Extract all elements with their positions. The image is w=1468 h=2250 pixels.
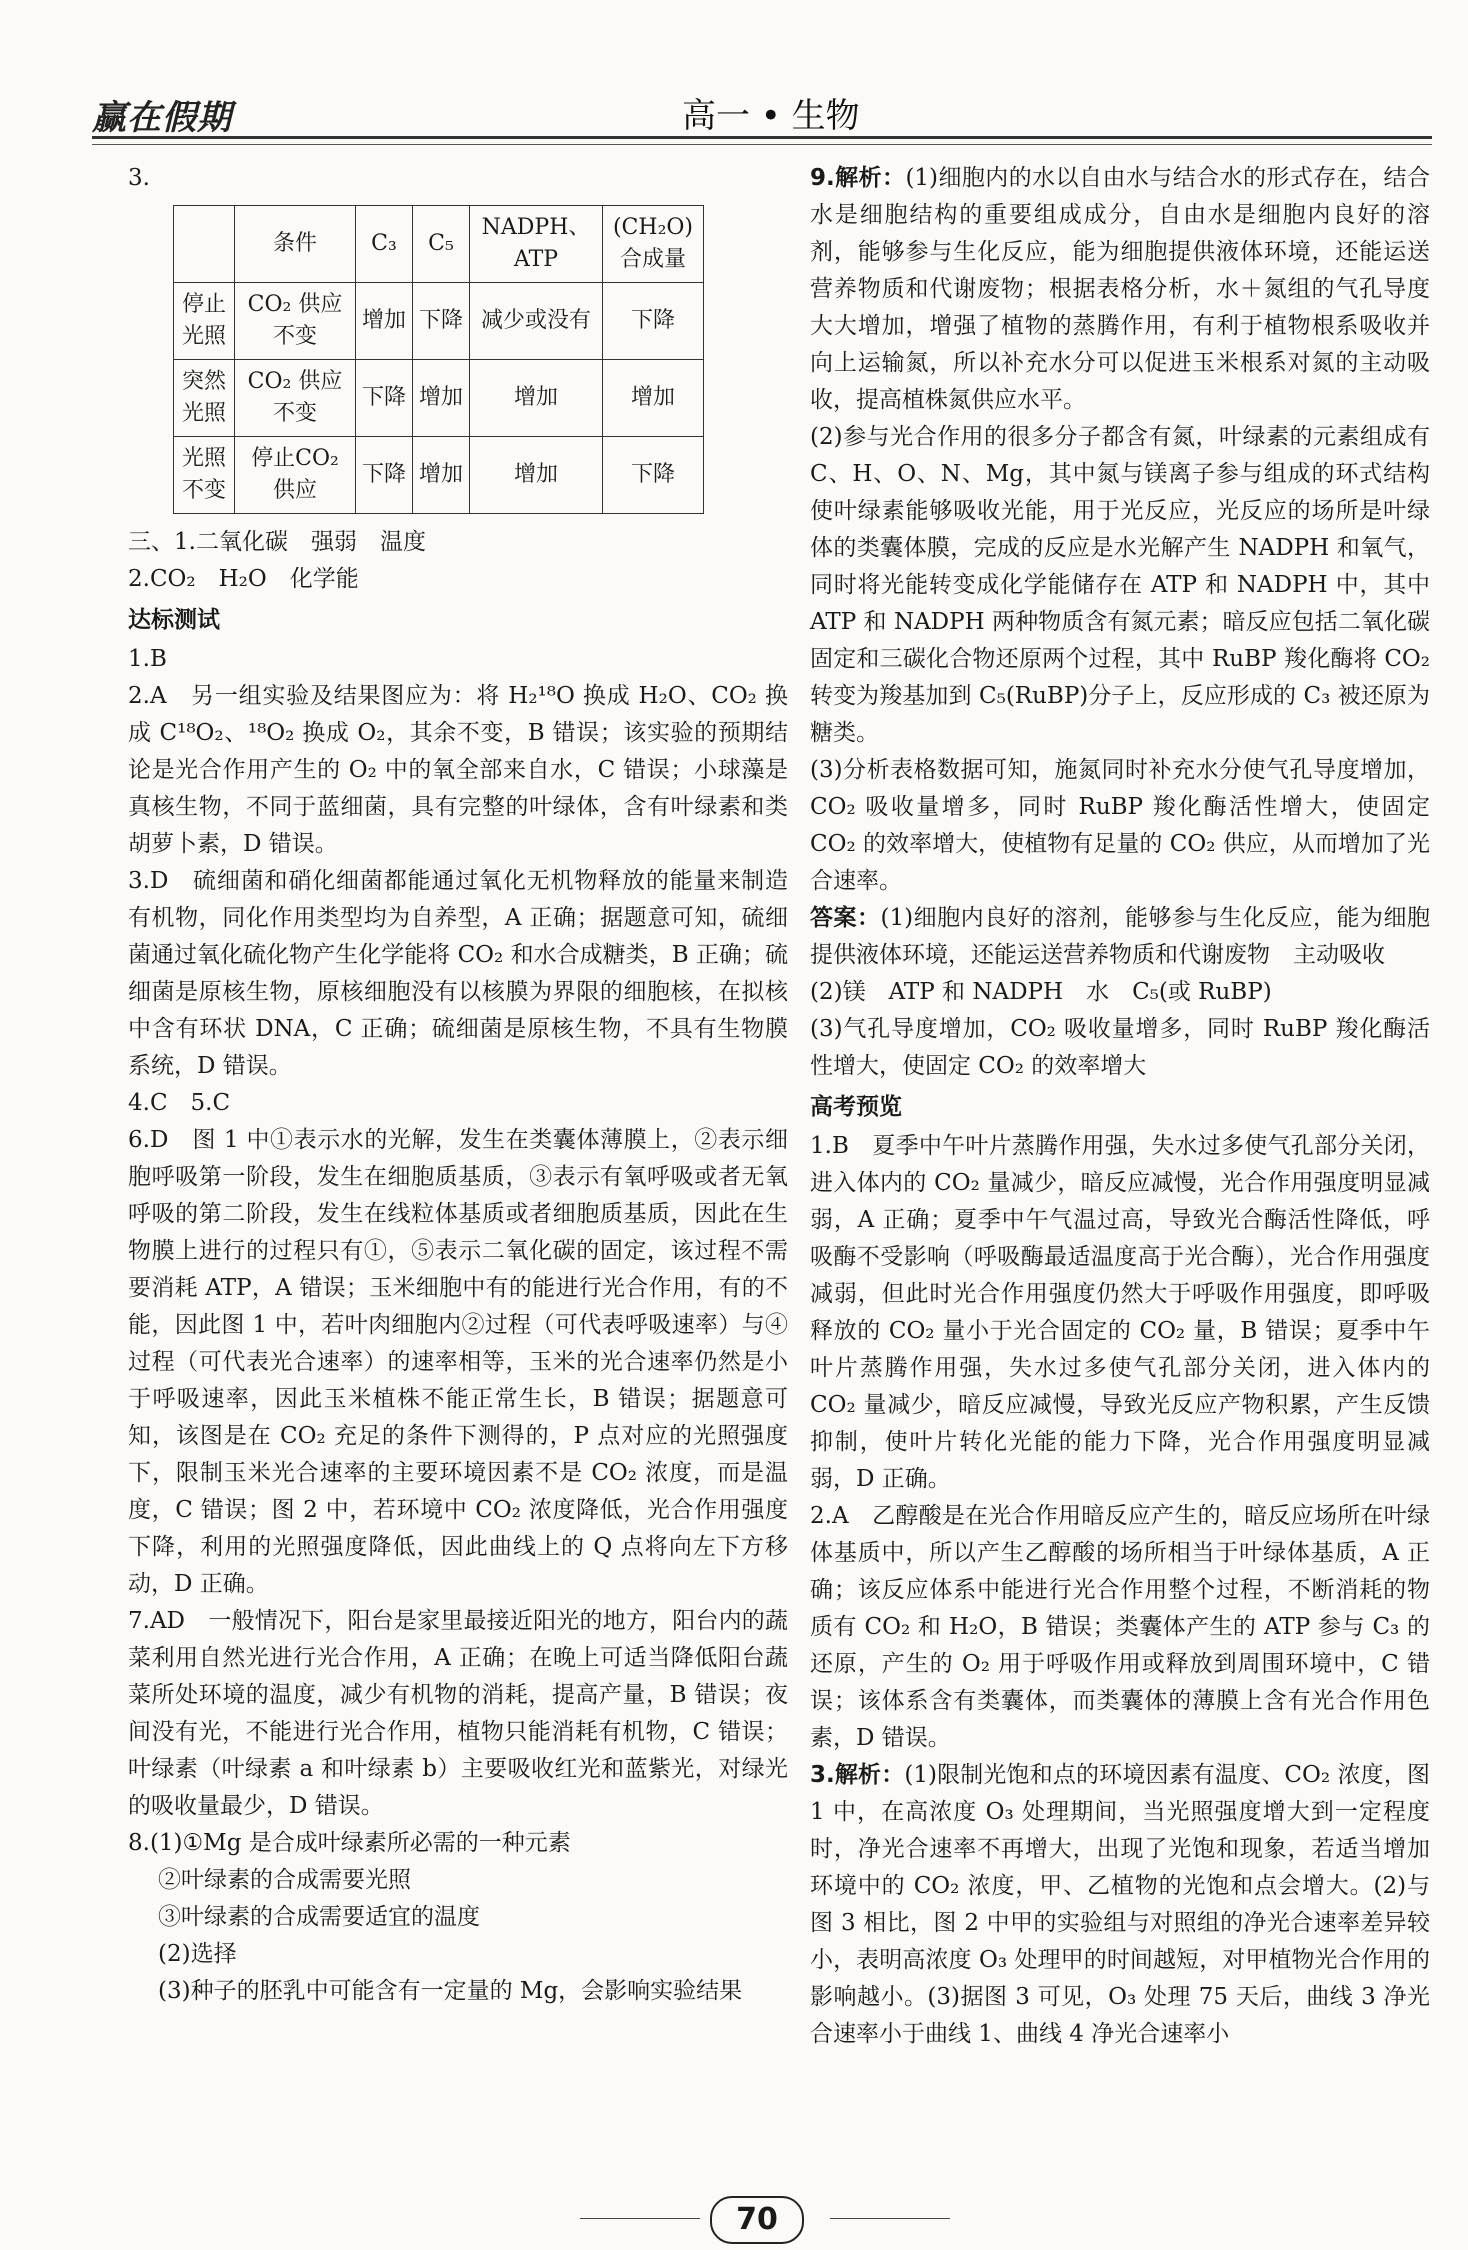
table-cell: 下降	[356, 437, 413, 514]
footer-rule-right	[830, 2218, 950, 2219]
table-header-cell	[174, 206, 235, 283]
table-header-cell: C₃	[356, 206, 413, 283]
answer-3-1: 三、1.二氧化碳 强弱 温度	[128, 529, 426, 555]
preview-answer-1: 1.B 夏季中午叶片蒸腾作用强，失水过多使气孔部分关闭，进入体内的 CO₂ 量减少，暗反应减慢，光合作用强度明显减弱，A 正确；夏季中午气温过高，导致光合酶活性降低，呼吸酶不受影响（呼吸酶最适温度高于光合酶），光合作用强度减弱，但此时光合作用强度仍然大于呼吸作用强度，即呼吸释放的 CO₂ 量小于光合固定的 CO₂ 量，B 错误；夏季中午叶片蒸腾作用强，失水过多使气孔部分关闭，进入体内的 CO₂ 量减少，暗反应减慢，导致光反应产物积累，产生反馈抑制，使叶片转化光能的能力下降，光合作用强度明显减弱，D 正确。	[810, 1133, 1430, 1492]
table-cell: 增加	[470, 437, 603, 514]
table-header-cell: C₅	[413, 206, 470, 283]
table-cell: 增加	[413, 437, 470, 514]
section-title-preview: 高考预览	[810, 1094, 902, 1120]
answer-8-2: (2)选择	[158, 1941, 237, 1967]
table-cell: 下降	[603, 283, 704, 360]
analysis-label-3: 3.解析：	[810, 1762, 905, 1788]
answer-9-ans2: (2)镁 ATP 和 NADPH 水 C₅(或 RuBP)	[810, 979, 1272, 1005]
right-column	[810, 160, 1430, 2053]
page-header	[92, 86, 1432, 138]
answer-1: 1.B	[128, 646, 167, 672]
table-row	[174, 360, 704, 437]
answer-2: 2.A 另一组实验及结果图应为：将 H₂¹⁸O 换成 H₂O、CO₂ 换成 C¹⁸O₂、¹⁸O₂ 换成 O₂，其余不变，B 错误；该实验的预期结论是光合作用产生的 O₂ 中的氧全部来自水，C 错误；小球藻是真核生物，不同于蓝细菌，具有完整的叶绿体，含有叶绿素和类胡萝卜素，D 错误。	[128, 683, 788, 857]
header-rule-thin	[92, 144, 1432, 145]
answer-3: 3.D 硫细菌和硝化细菌都能通过氧化无机物释放的能量来制造有机物，同化作用类型均为自养型，A 正确；据题意可知，硫细菌通过氧化硫化物产生化学能将 CO₂ 和水合成糖类，B 正确；硫细菌是原核生物，原核细胞没有以核膜为界限的细胞核，在拟核中含有环状 DNA，C 正确；硫细菌是原核生物，不具有生物膜系统，D 错误。	[128, 868, 788, 1079]
analysis-label: 9.解析：	[810, 165, 906, 191]
table-cell: 增加	[356, 283, 413, 360]
table-cell: 增加	[603, 360, 704, 437]
table-row	[174, 437, 704, 514]
preview-answer-3	[810, 1757, 1430, 2053]
answer-7: 7.AD 一般情况下，阳台是家里最接近阳光的地方，阳台内的蔬菜利用自然光进行光合作用，A 正确；在晚上可适当降低阳台蔬菜所处环境的温度，减少有机物的消耗，提高产量，B 错误；夜间没有光，不能进行光合作用，植物只能消耗有机物，C 错误；叶绿素（叶绿素 a 和叶绿素 b）主要吸收红光和蓝紫光，对绿光的吸收量最少，D 错误。	[128, 1608, 788, 1819]
q3-label: 3.	[128, 165, 150, 191]
table-cell: 增加	[470, 360, 603, 437]
table-cell: 停止CO₂ 供应	[235, 437, 356, 514]
header-rule-thick	[92, 136, 1432, 139]
condition-table	[173, 205, 704, 514]
answer-3-2: 2.CO₂ H₂O 化学能	[128, 566, 359, 592]
table-cell: 停止光照	[174, 283, 235, 360]
answer-4-5: 4.C 5.C	[128, 1090, 231, 1116]
answer-9-p2: (2)参与光合作用的很多分子都含有氮，叶绿素的元素组成有 C、H、O、N、Mg，其中氮与镁离子参与组成的环式结构使叶绿素能够吸收光能，用于光反应，光反应的场所是叶绿体的类囊体膜，完成的反应是水光解产生 NADPH 和氧气，同时将光能转变成化学能储存在 ATP 和 NADPH 中，其中 ATP 和 NADPH 两种物质含有氮元素；暗反应包括二氧化碳固定和三碳化合物还原两个过程，其中 RuBP 羧化酶将 CO₂ 转变为羧基加到 C₅(RuBP)分子上，反应形成的 C₃ 被还原为糖类。	[810, 424, 1430, 746]
preview-answer-2: 2.A 乙醇酸是在光合作用暗反应产生的，暗反应场所在叶绿体基质中，所以产生乙醇酸的场所相当于叶绿体基质，A 正确；该反应体系中能进行光合作用整个过程，不断消耗的物质有 CO₂ 和 H₂O，B 错误；类囊体产生的 ATP 参与 C₃ 的还原，产生的 O₂ 用于呼吸作用或释放到周围环境中，C 错误；该体系含有类囊体，而类囊体的薄膜上含有光合作用色素，D 错误。	[810, 1503, 1430, 1751]
answer-9-p3: (3)分析表格数据可知，施氮同时补充水分使气孔导度增加，CO₂ 吸收量增多，同时 RuBP 羧化酶活性增大，使固定 CO₂ 的效率增大，使植物有足量的 CO₂ 供应，从而增加了光合速率。	[810, 757, 1430, 894]
answer-9-text-1: (1)细胞内的水以自由水与结合水的形式存在，结合水是细胞结构的重要组成成分，自由水是细胞内良好的溶剂，能够参与生化反应，能为细胞提供液体环境，还能运送营养物质和代谢废物；根据表格分析，水＋氮组的气孔导度大大增加，增强了植物的蒸腾作用，有利于植物根系吸收并向上运输氮，所以补充水分可以促进玉米根系对氮的主动吸收，提高植株氮供应水平。	[810, 165, 1430, 413]
footer-rule-left	[580, 2218, 700, 2219]
answer-8-3: (3)种子的胚乳中可能含有一定量的 Mg，会影响实验结果	[158, 1978, 743, 2004]
answer-8-1: 8.(1)①Mg 是合成叶绿素所必需的一种元素	[128, 1830, 571, 1856]
section-title-test: 达标测试	[128, 607, 220, 633]
page-number: 70	[710, 2196, 804, 2244]
left-column	[128, 160, 788, 2010]
subject-title: 高一 • 生物	[682, 96, 860, 136]
table-header-cell: (CH₂O)合成量	[603, 206, 704, 283]
page-footer	[0, 2196, 1468, 2246]
table-cell: 减少或没有	[470, 283, 603, 360]
answer-label: 答案：	[810, 905, 881, 931]
answer-9-ans1	[810, 900, 1430, 974]
brand-logo: 赢在假期	[92, 98, 232, 138]
preview-answer-3-text: (1)限制光饱和点的环境因素有温度、CO₂ 浓度，图 1 中，在高浓度 O₃ 处理期间，当光照强度增大到一定程度时，净光合速率不再增大，出现了光饱和现象，若适当增加环境中的 CO₂ 浓度，甲、乙植物的光饱和点会增大。(2)与图 3 相比，图 2 中甲的实验组与对照组的净光合速率差异较小，表明高浓度 O₃ 处理甲的时间越短，对甲植物光合作用的影响越小。(3)据图 3 可见，O₃ 处理 75 天后，曲线 3 净光合速率小于曲线 1、曲线 4 净光合速率小	[810, 1762, 1430, 2047]
table-cell: 下降	[603, 437, 704, 514]
table-header-cell: NADPH、ATP	[470, 206, 603, 283]
answer-8-1b: ②叶绿素的合成需要光照	[158, 1867, 411, 1893]
table-header-row	[174, 206, 704, 283]
table-cell: 增加	[413, 360, 470, 437]
answer-9-ans1-text: (1)细胞内良好的溶剂，能够参与生化反应，能为细胞提供液体环境，还能运送营养物质和代谢废物 主动吸收	[810, 905, 1430, 968]
table-cell: CO₂ 供应不变	[235, 360, 356, 437]
table-cell: 光照不变	[174, 437, 235, 514]
answer-6: 6.D 图 1 中①表示水的光解，发生在类囊体薄膜上，②表示细胞呼吸第一阶段，发生在细胞质基质，③表示有氧呼吸或者无氧呼吸的第二阶段，发生在线粒体基质或者细胞质基质，因此在生物膜上进行的过程只有①，⑤表示二氧化碳的固定，该过程不需要消耗 ATP，A 错误；玉米细胞中有的能进行光合作用，有的不能，因此图 1 中，若叶肉细胞内②过程（可代表呼吸速率）与④过程（可代表光合速率）的速率相等，玉米的光合速率仍然是小于呼吸速率，因此玉米植株不能正常生长，B 错误；据题意可知，该图是在 CO₂ 充足的条件下测得的，P 点对应的光照强度下，限制玉米光合速率的主要环境因素不是 CO₂ 浓度，而是温度，C 错误；图 2 中，若环境中 CO₂ 浓度降低，光合作用强度下降，利用的光照强度降低，因此曲线上的 Q 点将向左下方移动，D 正确。	[128, 1127, 788, 1597]
table-cell: 突然光照	[174, 360, 235, 437]
table-header-cell: 条件	[235, 206, 356, 283]
table-cell: 下降	[356, 360, 413, 437]
answer-8-1c: ③叶绿素的合成需要适宜的温度	[158, 1904, 480, 1930]
table-cell: CO₂ 供应不变	[235, 283, 356, 360]
table-row	[174, 283, 704, 360]
answer-9-ans3: (3)气孔导度增加，CO₂ 吸收量增多，同时 RuBP 羧化酶活性增大，使固定 CO₂ 的效率增大	[810, 1016, 1430, 1079]
answer-9-p1	[810, 160, 1430, 419]
table-cell: 下降	[413, 283, 470, 360]
